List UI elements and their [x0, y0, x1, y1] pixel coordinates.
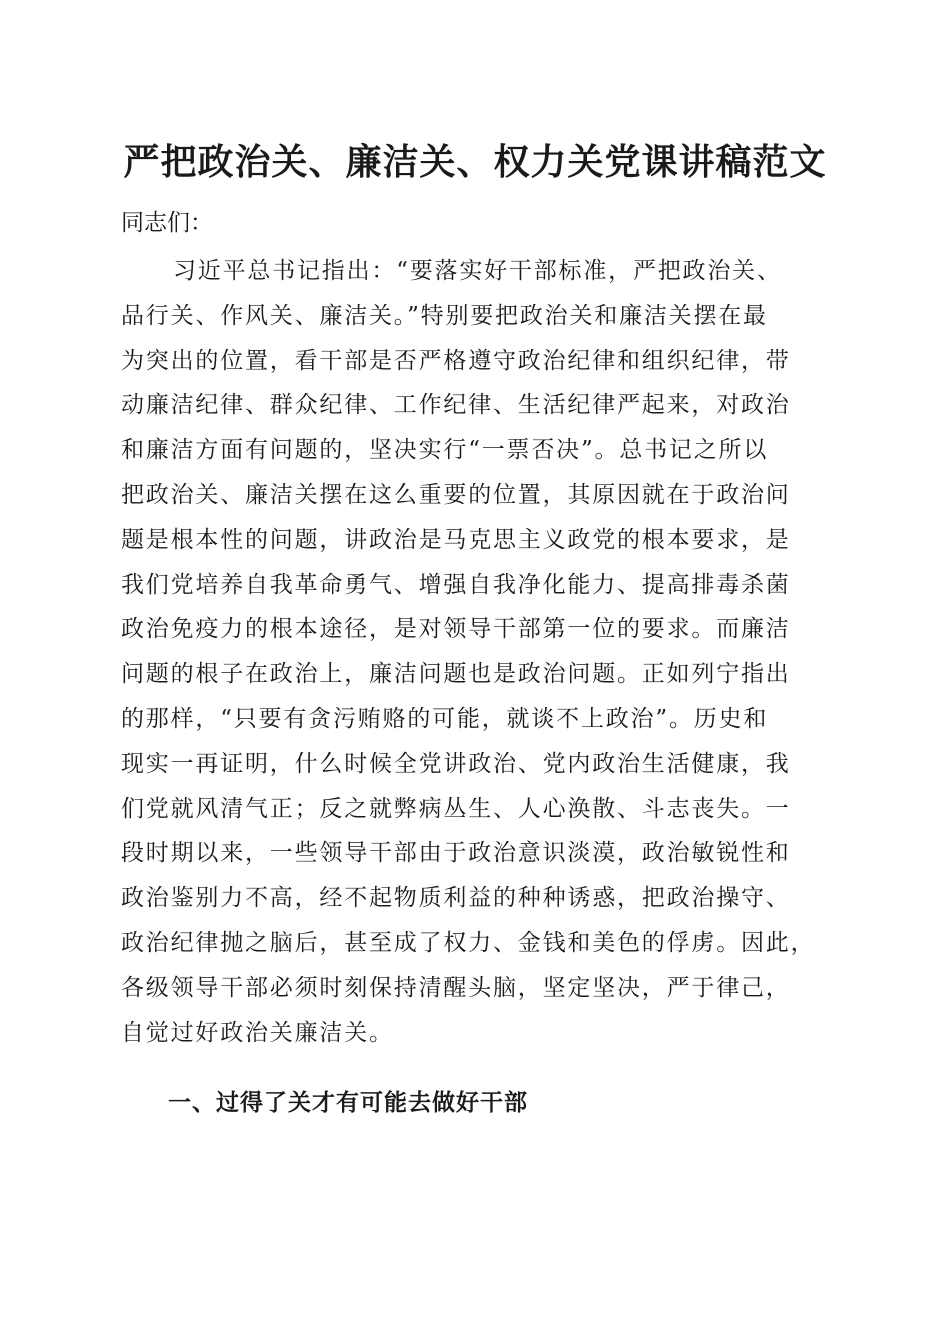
paragraph-line: 问题的根子在政治上，廉洁问题也是政治问题。正如列宁指出 [121, 661, 791, 688]
paragraph-line: 品行关、作风关、廉洁关。”特别要把政治关和廉洁关摆在最 [121, 302, 768, 329]
paragraph-line: 把政治关、廉洁关摆在这么重要的位置，其原因就在于政治问 [121, 481, 791, 508]
paragraph-line: 动廉洁纪律、群众纪律、工作纪律、生活纪律严起来，对政治 [121, 392, 791, 419]
paragraph-line: 段时期以来，一些领导干部由于政治意识淡漠，政治敏锐性和 [121, 840, 791, 867]
paragraph-line: 自觉过好政治关廉洁关。 [121, 1019, 394, 1046]
salutation: 同志们： [121, 210, 213, 236]
paragraph-line: 我们党培养自我革命勇气、增强自我净化能力、提高排毒杀菌 [121, 571, 791, 598]
paragraph-line: 习近平总书记指出：“要落实好干部标准，严把政治关、 [173, 258, 782, 284]
paragraph-line: 各级领导干部必须时刻保持清醒头脑，坚定坚决，严于律己， [121, 974, 791, 1001]
paragraph-line: 们党就风清气正；反之就弊病丛生、人心涣散、斗志丧失。一 [121, 795, 791, 822]
paragraph-line: 现实一再证明，什么时候全党讲政治、党内政治生活健康，我 [121, 750, 791, 777]
paragraph-line: 政治鉴别力不高，经不起物质利益的种种诱惑，把政治操守、 [121, 885, 791, 912]
paragraph-line: 题是根本性的问题，讲政治是马克思主义政党的根本要求，是 [121, 526, 791, 553]
document-title: 严把政治关、廉洁关、权力关党课讲稿范文 [123, 141, 827, 183]
paragraph-line: 的那样，“只要有贪污贿赂的可能，就谈不上政治”。历史和 [121, 705, 769, 732]
paragraph-line: 政治纪律抛之脑后，甚至成了权力、金钱和美色的俘虏。因此， [121, 929, 816, 956]
paragraph-line: 政治免疫力的根本途径，是对领导干部第一位的要求。而廉洁 [121, 616, 791, 643]
paragraph-line: 和廉洁方面有问题的，坚决实行“一票否决”。总书记之所以 [121, 437, 769, 464]
section-heading: 一、过得了关才有可能去做好干部 [168, 1090, 528, 1116]
body-paragraph [121, 249, 833, 1055]
paragraph-line: 为突出的位置，看干部是否严格遵守政治纪律和组织纪律，带 [121, 347, 791, 374]
